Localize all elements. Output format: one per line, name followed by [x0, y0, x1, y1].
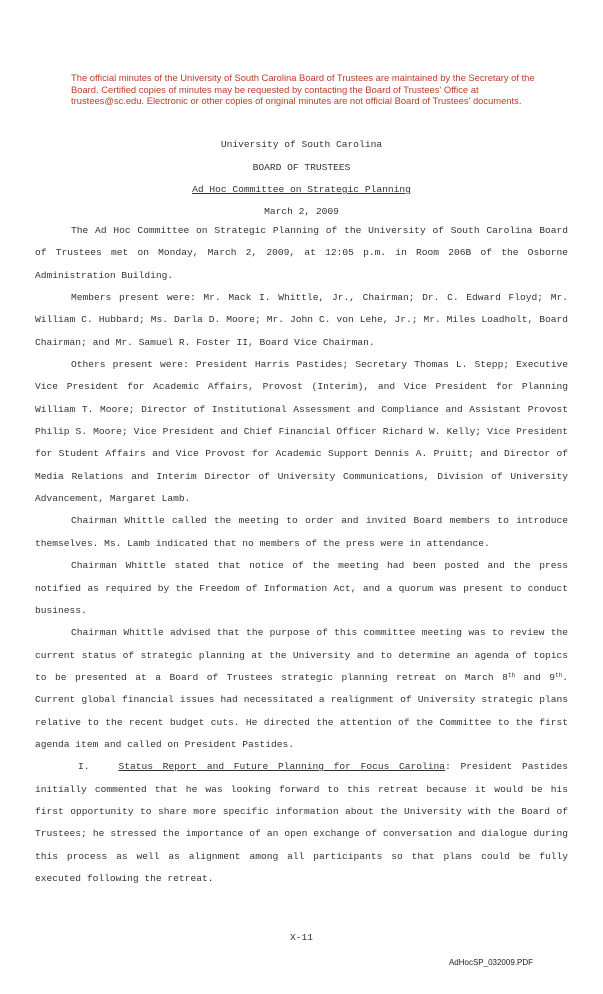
meeting-date: March 2, 2009 — [264, 206, 339, 217]
paragraph-call-to-order: Chairman Whittle called the meeting to order and invited Board members to introduce themselves. Ms. Lamb indicated that no members of the press were in attendance. — [35, 515, 568, 549]
agenda-item-title: Status Report and Future Planning for Focus Carolina — [118, 761, 446, 773]
file-name: AdHocSP_032009.PDF — [448, 958, 533, 967]
paragraph-others-present: Others present were: President Harris Pastides; Secretary Thomas L. Stepp; Executive Vice President for Academic Affairs, Provost (Interim), and Vice President for Planning William T. Moore; Director of Institutional Assessment and Compliance and Assistant Provost Philip S. Moore; Vice President and Chief Financial Officer Richard W. Kelly; Vice President for Student Affairs and Vice Provost for Academic Support Dennis A. Pruitt; and Director of Media Relations and Interim Director of University Communications, Division of University Advancement, Margaret Lamb. — [35, 359, 568, 505]
paragraph-agenda-item-1 — [35, 756, 568, 890]
committee-heading: Ad Hoc Committee on Strategic Planning — [192, 184, 411, 195]
university-heading: University of South Carolina — [220, 139, 383, 150]
agenda-item-number: I. — [78, 761, 90, 773]
paragraph-meeting-info: The Ad Hoc Committee on Strategic Planning of the University of South Carolina Board of Trustees met on Monday, March 2, 2009, at 12:05 p.m. in Room 206B of the Osborne Administration Building. — [35, 225, 568, 281]
purpose-text-b: and 9 — [515, 671, 556, 683]
agenda-item-text: : President Pastides initially commented that he was looking forward to this retreat because it would be his first opportunity to share more specific information about the University with the Board of Trustees; he stressed the importance of an open exchange of conversation and dialogue during this process as well as alignment among all participants so that plans could be fully executed following the retreat. — [35, 761, 569, 884]
paragraph-notice: Chairman Whittle stated that notice of the meeting had been posted and the press notified as required by the Freedom of Information Act, and a quorum was present to conduct business. — [35, 560, 568, 616]
paragraph-purpose — [35, 622, 568, 756]
page-number: X-11 — [289, 932, 314, 943]
ordinal-sup-2: th — [555, 671, 563, 679]
purpose-text-c: . Current global financial issues had necessitated a realignment of University strategic plans relative to the recent budget cuts. He directed the attention of the Committee to the first agenda item and called on President Pastides. — [35, 671, 569, 750]
minutes-body — [35, 220, 568, 890]
purpose-text-a: Chairman Whittle advised that the purpose of this committee meeting was to review the current status of strategic planning at the University and to determine an agenda of topics to be presented at a Board of Trustees strategic planning retreat on March 8 — [35, 627, 568, 683]
paragraph-members-present: Members present were: Mr. Mack I. Whittle, Jr., Chairman; Dr. C. Edward Floyd; Mr. William C. Hubbard; Ms. Darla D. Moore; Mr. John C. von Lehe, Jr.; Mr. Miles Loadholt, Board Chairman; and Mr. Samuel R. Foster II, Board Vice Chairman. — [35, 292, 568, 348]
board-heading: BOARD OF TRUSTEES — [252, 162, 351, 173]
ordinal-sup-1: th — [507, 671, 516, 679]
disclaimer-notice: The official minutes of the University of South Carolina Board of Trustees are maintained by the Secretary of the Board. Certified copies of minutes may be requested by contacting the Board of Trustees' Office at trustees@sc.edu. Electronic or other copies of original minutes are not official Board of Trustees' documents. — [71, 72, 535, 107]
